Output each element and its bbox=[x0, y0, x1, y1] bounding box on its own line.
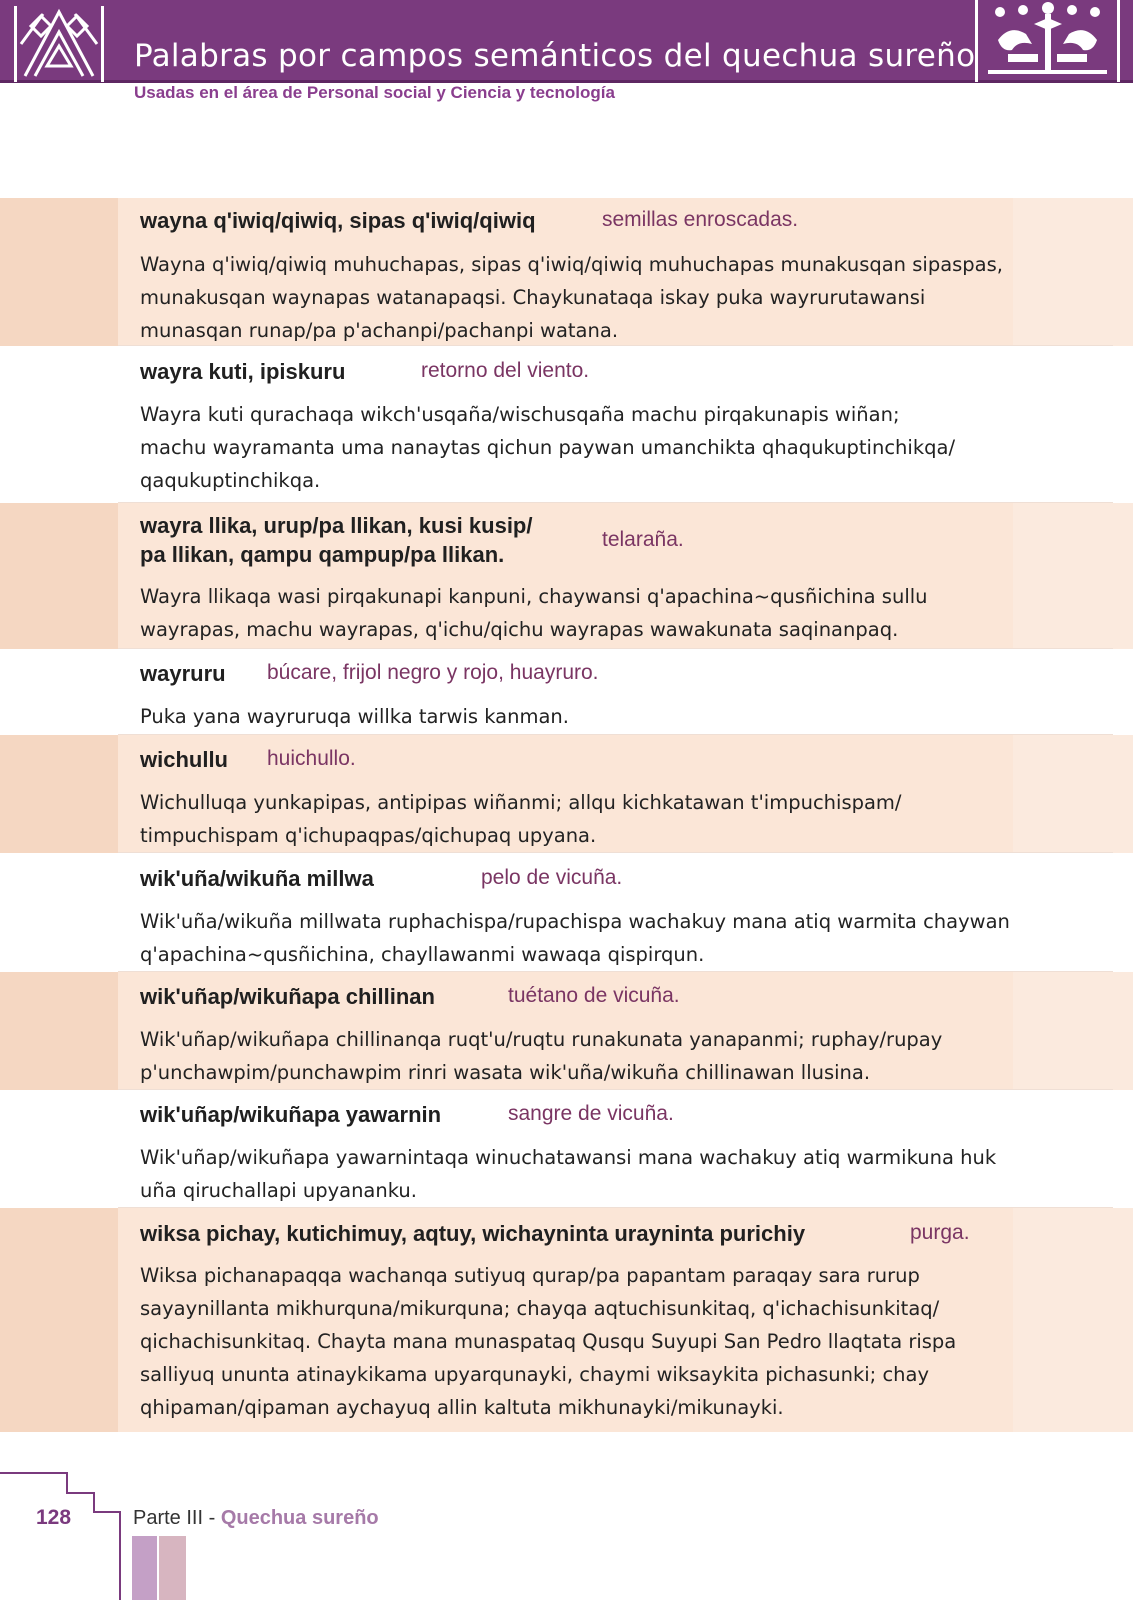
entry-term: wik'uñap/wikuñapa yawarnin bbox=[140, 1102, 442, 1127]
example-line: timpuchispam q'ichupaqpas/qichupaq upyana. bbox=[140, 824, 597, 847]
entry-meaning: semillas enroscadas. bbox=[602, 208, 799, 231]
entry-meaning: búcare, frijol negro y rojo, huayruro. bbox=[267, 661, 599, 684]
example-line: salliyuq ununta atinaykikama upyarqunayki, chaymi wiksaykita pichasunki; chay bbox=[140, 1363, 930, 1386]
entry-term bbox=[140, 511, 532, 569]
entry-example bbox=[140, 786, 1020, 852]
entry-example bbox=[140, 1259, 1020, 1424]
entry-term: wiksa pichay, kutichimuy, aqtuy, wichayninta urayninta purichiy bbox=[140, 1221, 806, 1246]
entry-term-line: pa llikan, qampu qampup/pa llikan. bbox=[140, 542, 505, 567]
entry-example bbox=[140, 248, 1020, 347]
example-line: wayrapas, machu wayrapas, q'ichu/qichu wayrapas wawakunata saqinanpaq. bbox=[140, 618, 899, 641]
example-line: munakusqan waynapas watanapaqsi. Chaykunataqa iskay puka wayrurutawansi bbox=[140, 286, 926, 309]
entry-term: wayna q'iwiq/qiwiq, sipas q'iwiq/qiwiq bbox=[140, 208, 536, 233]
example-line: Wik'uña/wikuña millwata ruphachispa/rupachispa wachakuy mana atiq warmita chaywan bbox=[140, 910, 1010, 933]
entry-item bbox=[0, 503, 1133, 649]
entry-term: wayra kuti, ipiskuru bbox=[140, 359, 346, 384]
entry-meaning: purga. bbox=[910, 1221, 970, 1244]
entry-item bbox=[0, 198, 1133, 346]
entry-term: wichullu bbox=[140, 747, 228, 772]
entry-example bbox=[140, 1023, 1020, 1089]
entry-item bbox=[0, 972, 1133, 1090]
entry-example bbox=[140, 580, 1020, 646]
entry-term: wik'uña/wikuña millwa bbox=[140, 866, 374, 891]
entry-meaning: huichullo. bbox=[267, 747, 356, 770]
example-line: machu wayramanta uma nanaytas qichun paywan umanchikta qhaqukuptinchikqa/ bbox=[140, 436, 956, 459]
page-number: 128 bbox=[36, 1506, 72, 1529]
example-line: Wayra llikaqa wasi pirqakunapi kanpuni, chaywansi q'apachina~qusñichina sullu bbox=[140, 585, 928, 608]
part-prefix: Parte III - bbox=[133, 1507, 216, 1529]
example-line: qaqukuptinchikqa. bbox=[140, 469, 321, 492]
entry-item bbox=[0, 649, 1133, 735]
example-line: qhipaman/qipaman aychayuq allin kaltuta mikhunayki/mikunayki. bbox=[140, 1396, 784, 1419]
entry-item bbox=[0, 1090, 1133, 1208]
entry-term: wik'uñap/wikuñapa chillinan bbox=[140, 984, 435, 1009]
example-line: qichachisunkitaq. Chayta mana munaspataq Qusqu Suyupi San Pedro llaqtata rispa bbox=[140, 1330, 957, 1353]
entry-meaning: pelo de vicuña. bbox=[481, 866, 623, 889]
example-line: Wiksa pichanapaqqa wachanqa sutiyuq qurap/pa papantam paraqay sara rurup bbox=[140, 1264, 920, 1287]
entry-item bbox=[0, 346, 1133, 503]
example-line: p'unchawpim/punchawpim rinri wasata wik'uña/wikuña chillinawan llusina. bbox=[140, 1061, 871, 1084]
entry-meaning: telaraña. bbox=[602, 528, 684, 551]
entry-term: wayruru bbox=[140, 661, 226, 686]
entry-item bbox=[0, 1208, 1133, 1432]
entry-item bbox=[0, 735, 1133, 853]
footer-tab-right bbox=[159, 1536, 186, 1600]
entry-term-line: wayra llika, urup/pa llikan, kusi kusip/ bbox=[140, 513, 533, 538]
example-line: q'apachina~qusñichina, chayllawanmi wawaqa qispirqun. bbox=[140, 943, 705, 966]
page-title: Palabras por campos semánticos del quechua sureño bbox=[134, 38, 976, 74]
entry-meaning: retorno del viento. bbox=[421, 359, 590, 382]
example-line: Wik'uñap/wikuñapa chillinanqa ruqt'u/ruqtu runakunata yanapanmi; ruphay/rupay bbox=[140, 1028, 943, 1051]
footer-tab-left bbox=[132, 1536, 157, 1600]
entry-example bbox=[140, 905, 1020, 971]
entry-example bbox=[140, 1141, 1020, 1207]
entry-example bbox=[140, 700, 1020, 733]
part-label bbox=[133, 1507, 379, 1530]
entry-example bbox=[140, 398, 1020, 497]
example-line: Wik'uñap/wikuñapa yawarnintaqa winuchatawansi mana wachakuy atiq warmikuna huk bbox=[140, 1146, 997, 1169]
example-line: Wayra kuti qurachaqa wikch'usqaña/wischusqaña machu pirqakunapis wiñan; bbox=[140, 403, 900, 426]
example-line: Puka yana wayruruqa willka tarwis kanman. bbox=[140, 705, 569, 728]
example-line: Wichulluqa yunkapipas, antipipas wiñanmi; allqu kichkatawan t'impuchispam/ bbox=[140, 791, 902, 814]
example-line: Wayna q'iwiq/qiwiq muhuchapas, sipas q'iwiq/qiwiq muhuchapas munakusqan sipaspas, bbox=[140, 253, 1003, 276]
page-subtitle: Usadas en el área de Personal social y Ciencia y tecnología bbox=[134, 83, 615, 102]
entry-item bbox=[0, 853, 1133, 972]
entry-meaning: tuétano de vicuña. bbox=[508, 984, 680, 1007]
example-line: sayaynillanta mikhurquna/mikurquna; chayqa aqtuchisunkitaq, q'ichachisunkitaq/ bbox=[140, 1297, 940, 1320]
entry-meaning: sangre de vicuña. bbox=[508, 1102, 674, 1125]
part-language: Quechua sureño bbox=[220, 1507, 379, 1529]
example-line: uña qiruchallapi upyananku. bbox=[140, 1179, 417, 1202]
example-line: munasqan runap/pa p'achanpi/pachanpi watana. bbox=[140, 319, 619, 342]
